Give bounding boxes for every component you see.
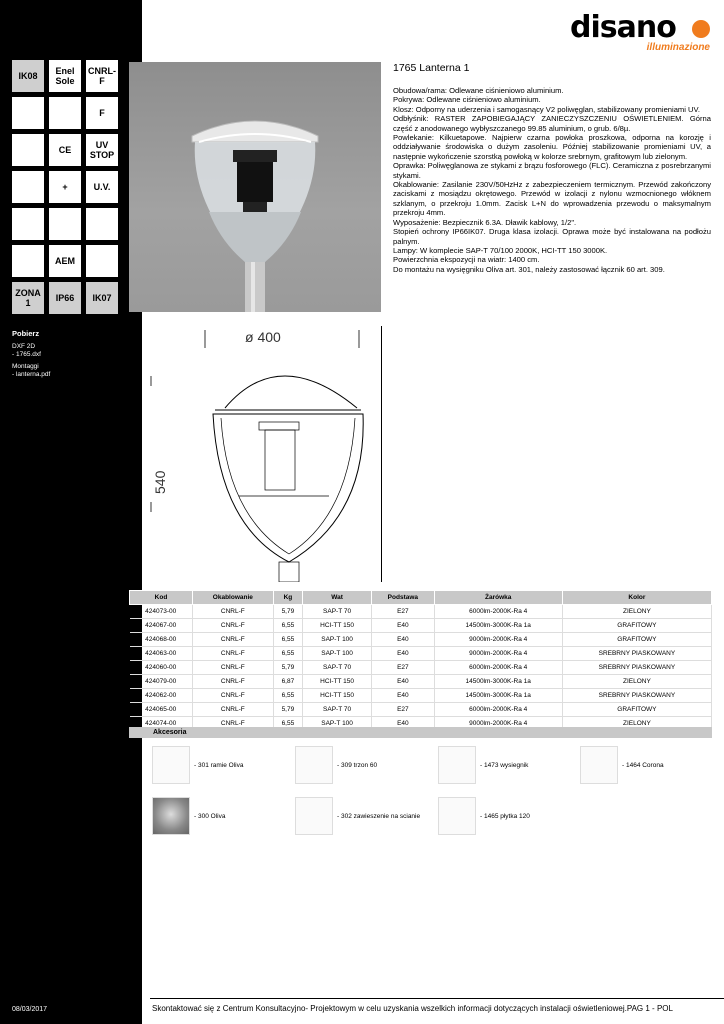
table-cell: SREBRNY PIASKOWANY: [562, 661, 711, 675]
table-cell: E40: [372, 689, 434, 703]
table-cell: 6,55: [273, 717, 302, 731]
table-cell: 6,55: [273, 647, 302, 661]
temp-icon: +: [49, 171, 81, 203]
downloads-section: [12, 330, 50, 379]
montaggi-label: Montaggi: [12, 363, 39, 370]
column-header: Okablowanie: [192, 591, 273, 605]
table-row: [130, 633, 712, 647]
table-cell: E40: [372, 675, 434, 689]
table-cell: E40: [372, 647, 434, 661]
ip66-icon: IP66: [49, 282, 81, 314]
table-cell: 6000lm-2000K-Ra 4: [434, 661, 562, 675]
enel-icon: Enel Sole: [49, 60, 81, 92]
fuse-icon: [12, 171, 44, 203]
table-cell: CNRL-F: [192, 661, 273, 675]
hand-icon: [12, 208, 44, 240]
light-icon: [86, 208, 118, 240]
description-line: Oprawka: Poliwęglanowa ze stykami z brązu fosforowego (FLC). Ceramiczna z posrebrzanymi stykami.: [393, 161, 711, 180]
accessory-thumbnail: [295, 797, 333, 835]
table-cell: HCI-TT 150: [303, 675, 372, 689]
product-title: 1765 Lanterna 1: [393, 62, 470, 74]
table-cell: SREBRNY PIASKOWANY: [562, 647, 711, 661]
ce-icon: CE: [49, 134, 81, 166]
accessory-label: - 1464 Corona: [622, 762, 664, 769]
table-row: [130, 605, 712, 619]
table-cell: E40: [372, 619, 434, 633]
table-cell: 424063-00: [130, 647, 193, 661]
accessory-item[interactable]: [295, 797, 435, 837]
product-description: [393, 86, 711, 274]
footer-divider: [150, 998, 724, 999]
table-cell: SAP-T 100: [303, 717, 372, 731]
table-cell: SAP-T 70: [303, 703, 372, 717]
accessory-thumbnail: [580, 746, 618, 784]
dxf-link[interactable]: - 1765.dxf: [12, 351, 41, 358]
table-cell: E40: [372, 717, 434, 731]
recycle-icon: [12, 97, 44, 129]
table-cell: HCI-TT 150: [303, 619, 372, 633]
ik07-icon: IK07: [86, 282, 118, 314]
footer-date: 08/03/2017: [12, 1006, 48, 1013]
table-row: [130, 675, 712, 689]
table-cell: GRAFITOWY: [562, 703, 711, 717]
description-line: Stopień ochrony IP66IK07. Druga klasa izolacji. Oprawa może być instalowana na podłożu palnym.: [393, 227, 711, 246]
description-line: Pokrywa: Odlewane ciśnieniowo aluminium.: [393, 95, 541, 105]
accessory-item[interactable]: [295, 746, 435, 786]
table-cell: 424068-00: [130, 633, 193, 647]
table-cell: CNRL-F: [192, 647, 273, 661]
table-row: [130, 647, 712, 661]
accessory-label: - 301 ramie Oliva: [194, 762, 244, 769]
table-cell: GRAFITOWY: [562, 633, 711, 647]
table-cell: 14500lm-3000K-Ra 1a: [434, 675, 562, 689]
accessory-item[interactable]: [152, 797, 292, 837]
accessory-thumbnail: [438, 797, 476, 835]
table-cell: 6,87: [273, 675, 302, 689]
table-header: [130, 591, 712, 605]
description-line: Powlekanie: Kilkuetapowe. Najpierw czarna powłoka proszkowa, odporna na korozję i oddziaływanie środowiska o dużym zasoleniu. Później stabilizowanie promieniami UV, a następnie wykończenie szorstką powłoką w kolorze srebrnym, grafitowym lub zielonym.: [393, 133, 711, 161]
table-row: [130, 661, 712, 675]
accessories-title: Akcesoria: [129, 727, 712, 738]
sidebar: [0, 0, 142, 1024]
description-line: Powierzchnia ekspozycji na wiatr: 1400 cm.: [393, 255, 540, 265]
accessory-label: - 300 Oliva: [194, 813, 226, 820]
table-cell: ZIELONY: [562, 717, 711, 731]
footer-text: Skontaktować się z Centrum Konsultacyjno- Projektowym w celu uzyskania wszelkich informacji dotyczących instalacji oświetleniowej.PAG 1 - POL: [152, 1004, 673, 1013]
accessory-thumbnail: [438, 746, 476, 784]
column-header: Podstawa: [372, 591, 434, 605]
table-cell: SAP-T 70: [303, 605, 372, 619]
wind-icon: [49, 208, 81, 240]
strip-icon: [12, 134, 44, 166]
uv-icon: U.V.: [86, 171, 118, 203]
accessory-label: - 302 zawieszenie na scianie: [337, 813, 421, 820]
table-cell: 424073-00: [130, 605, 193, 619]
accessory-item[interactable]: [438, 746, 578, 786]
technical-drawing: [129, 326, 382, 582]
table-cell: 6,55: [273, 633, 302, 647]
table-row: [130, 619, 712, 633]
table-cell: SAP-T 70: [303, 661, 372, 675]
brand-sub: illuminazione: [646, 42, 710, 53]
table-cell: CNRL-F: [192, 633, 273, 647]
table-cell: 9000lm-2000K-Ra 4: [434, 633, 562, 647]
table-cell: SAP-T 100: [303, 647, 372, 661]
downloads-title: Pobierz: [12, 329, 40, 338]
tri-icon: [12, 245, 44, 277]
table-cell: 424060-00: [130, 661, 193, 675]
accessory-item[interactable]: [580, 746, 720, 786]
table-cell: 9000lm-2000K-Ra 4: [434, 717, 562, 731]
table-row: [130, 689, 712, 703]
description-line: Do montażu na wysięgniku Oliva art. 301, należy zastosować łącznik 60 art. 309.: [393, 264, 665, 274]
table-cell: 6,55: [273, 619, 302, 633]
table-cell: SREBRNY PIASKOWANY: [562, 689, 711, 703]
accessory-label: - 309 trzon 60: [337, 762, 378, 769]
description-line: Klosz: Odporny na uderzenia i samogasnący V2 poliwęglan, stabilizowany promieniami UV.: [393, 104, 701, 114]
aem-icon: AEM: [49, 245, 81, 277]
column-header: Wat: [303, 591, 372, 605]
description-line: Okablowanie: Zasilanie 230V/50HzHz z zabezpieczeniem termicznym. Przewód zakończony zaciskami z mosiądzu okrętowego. Przewód w izolacji z nylonu wzmocnionego włóknem szklanym, o przekroju 1.0mm. Zacisk L+N do wprowadzenia przewodu o maksymalnym przekroju 4mm.: [393, 180, 711, 218]
drawing-diameter: ø 400: [245, 329, 281, 345]
table-cell: 5,79: [273, 605, 302, 619]
cnrlf-icon: CNRL-F: [86, 60, 118, 92]
table-cell: ZIELONY: [562, 605, 711, 619]
table-cell: 5,79: [273, 661, 302, 675]
drawing-height: 540: [152, 470, 168, 494]
table-cell: E27: [372, 605, 434, 619]
accessory-item[interactable]: [152, 746, 292, 786]
table-cell: CNRL-F: [192, 605, 273, 619]
accessory-item[interactable]: [438, 797, 578, 837]
brand-name: disano: [570, 10, 676, 45]
table-cell: 424065-00: [130, 703, 193, 717]
accessory-thumbnail: [152, 797, 190, 835]
table-row: [130, 703, 712, 717]
table-cell: 424067-00: [130, 619, 193, 633]
table-cell: E27: [372, 661, 434, 675]
table-cell: CNRL-F: [192, 717, 273, 731]
table-cell: HCI-TT 150: [303, 689, 372, 703]
table-cell: 424079-00: [130, 675, 193, 689]
f-icon: F: [86, 97, 118, 129]
table-cell: 6000lm-2000K-Ra 4: [434, 703, 562, 717]
column-header: Kg: [273, 591, 302, 605]
brand-logo: [570, 12, 710, 58]
table-cell: 424074-00: [130, 717, 193, 731]
ik08-icon: IK08: [12, 60, 44, 92]
lantern-photo-icon: [129, 62, 381, 312]
table-cell: CNRL-F: [192, 675, 273, 689]
table-cell: E40: [372, 633, 434, 647]
table-cell: SAP-T 100: [303, 633, 372, 647]
accessory-label: - 1465 płytka 120: [480, 813, 530, 820]
lamp-icon: [86, 245, 118, 277]
accessory-thumbnail: [295, 746, 333, 784]
class2-icon: [49, 97, 81, 129]
zona-icon: ZONA 1: [12, 282, 44, 314]
table-cell: CNRL-F: [192, 689, 273, 703]
table-cell: E27: [372, 703, 434, 717]
lantern-drawing-icon: [129, 326, 381, 582]
table-cell: 6,55: [273, 689, 302, 703]
table-cell: ZIELONY: [562, 675, 711, 689]
table-cell: 14500lm-3000K-Ra 1a: [434, 689, 562, 703]
column-header: Kod: [130, 591, 193, 605]
table-cell: GRAFITOWY: [562, 619, 711, 633]
description-line: Obudowa/rama: Odlewane ciśnieniowo aluminium.: [393, 86, 564, 95]
montaggi-link[interactable]: - lanterna.pdf: [12, 371, 51, 378]
column-header: Żarówka: [434, 591, 562, 605]
uvstop-icon: UV STOP: [86, 134, 118, 166]
table-cell: 6000lm-2000K-Ra 4: [434, 605, 562, 619]
description-line: Wyposażenie: Bezpiecznik 6.3A. Dławik kablowy, 1/2".: [393, 217, 577, 227]
table-cell: 14500lm-3000K-Ra 1a: [434, 619, 562, 633]
description-line: Lampy: W komplecie SAP-T 70/100 2000K, HCI-TT 150 3000K.: [393, 245, 608, 255]
spec-table: [129, 590, 712, 731]
table-cell: CNRL-F: [192, 703, 273, 717]
table-cell: CNRL-F: [192, 619, 273, 633]
brand-dot-icon: [692, 20, 710, 38]
description-line: Odbłyśnik: RASTER ZAPOBIEGAJĄCY ZANIECZYSZCZENIU OŚWIETLENIEM. Górna część z anodowanego wybłyszczanego 99.85 aluminium, o grub. 6/8µ.: [393, 114, 711, 133]
table-cell: 9000lm-2000K-Ra 4: [434, 647, 562, 661]
dxf-label: DXF 2D: [12, 343, 36, 350]
table-cell: 5,79: [273, 703, 302, 717]
accessory-label: - 1473 wysiegnik: [480, 762, 529, 769]
column-header: Kolor: [562, 591, 711, 605]
table-cell: 424062-00: [130, 689, 193, 703]
accessory-thumbnail: [152, 746, 190, 784]
product-photo: [129, 62, 381, 312]
